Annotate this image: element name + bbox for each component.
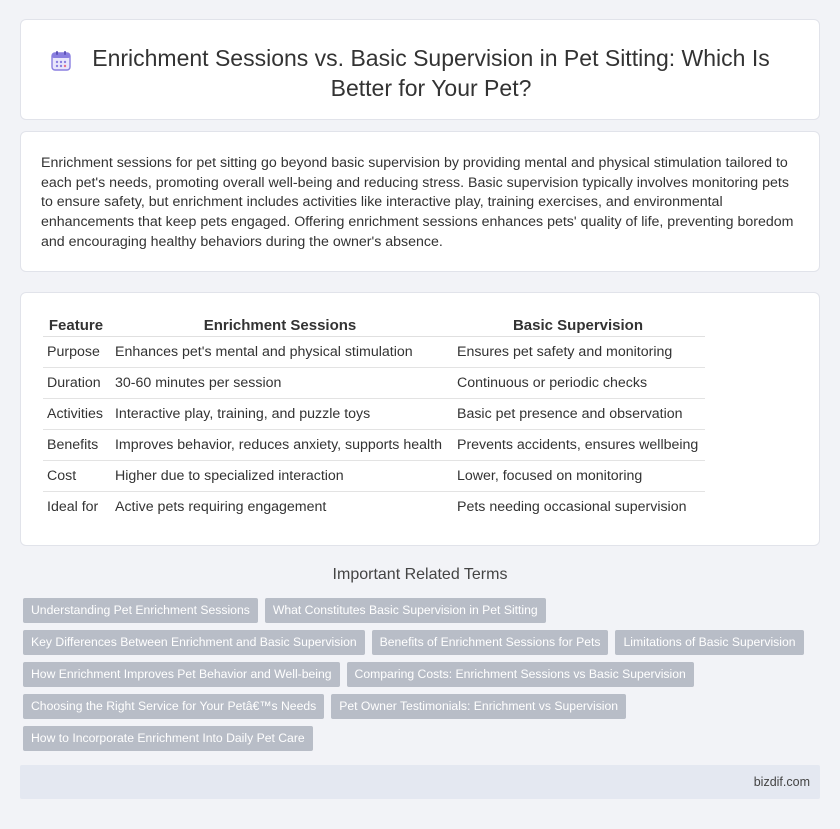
tag-row — [23, 662, 803, 687]
header-feature: Feature — [43, 313, 109, 337]
supervision-cell: Prevents accidents, ensures wellbeing — [451, 430, 705, 461]
title-wrap — [21, 43, 821, 103]
supervision-cell: Basic pet presence and observation — [451, 399, 705, 430]
enrichment-cell: Improves behavior, reduces anxiety, supports health — [109, 430, 451, 461]
supervision-cell: Continuous or periodic checks — [451, 368, 705, 399]
comparison-card — [20, 292, 820, 546]
header-enrichment: Enrichment Sessions — [109, 313, 451, 337]
footer-bar — [20, 765, 820, 799]
related-term-tag[interactable]: How Enrichment Improves Pet Behavior and Well-being — [23, 662, 340, 687]
feature-cell: Benefits — [43, 430, 109, 461]
related-terms-list — [23, 598, 803, 758]
table-row — [43, 430, 705, 461]
related-term-tag[interactable]: Understanding Pet Enrichment Sessions — [23, 598, 258, 623]
intro-paragraph: Enrichment sessions for pet sitting go beyond basic supervision by providing mental and physical stimulation tailored to each pet's needs, promoting overall well-being and reducing stress. Basic supervision typically involves monitoring pets to ensure safety, but enrichment includes activities like interactive play, training exercises, and environmental enhancements that keep pets engaged. Offering enrichment sessions enhances pets' quality of life, preventing boredom and encouraging healthy behaviors during the owner's absence. — [41, 155, 794, 250]
comparison-table — [43, 313, 705, 523]
related-term-tag[interactable]: Benefits of Enrichment Sessions for Pets — [372, 630, 609, 655]
enrichment-cell: Higher due to specialized interaction — [109, 461, 451, 492]
calendar-icon — [49, 49, 73, 73]
enrichment-cell: Interactive play, training, and puzzle toys — [109, 399, 451, 430]
table-row — [43, 337, 705, 368]
feature-cell: Purpose — [43, 337, 109, 368]
enrichment-cell: Enhances pet's mental and physical stimulation — [109, 337, 451, 368]
feature-cell: Ideal for — [47, 499, 99, 516]
feature-cell: Cost — [43, 461, 109, 492]
intro-card — [20, 131, 820, 272]
table-row — [43, 461, 705, 492]
related-term-tag[interactable]: Pet Owner Testimonials: Enrichment vs Supervision — [331, 694, 626, 719]
page-title: Enrichment Sessions vs. Basic Supervision in Pet Sitting: Which Is Better for Your Pet? — [92, 45, 770, 101]
header-card — [20, 19, 820, 120]
tag-row — [23, 630, 803, 655]
related-term-tag[interactable]: What Constitutes Basic Supervision in Pet Sitting — [265, 598, 546, 623]
related-term-tag[interactable]: Key Differences Between Enrichment and Basic Supervision — [23, 630, 365, 655]
footer-site-link[interactable]: bizdif.com — [753, 775, 810, 789]
feature-cell: Duration — [43, 368, 109, 399]
related-term-tag[interactable]: Limitations of Basic Supervision — [615, 630, 803, 655]
tag-row — [23, 726, 803, 751]
enrichment-cell: 30-60 minutes per session — [109, 368, 451, 399]
table-row — [43, 368, 705, 399]
related-term-tag[interactable]: Choosing the Right Service for Your Petâ€™s Needs — [23, 694, 324, 719]
table-row — [43, 492, 705, 523]
supervision-cell: Ensures pet safety and monitoring — [451, 337, 705, 368]
related-term-tag[interactable]: How to Incorporate Enrichment Into Daily Pet Care — [23, 726, 313, 751]
table-row — [43, 399, 705, 430]
tag-row — [23, 694, 803, 719]
tag-row — [23, 598, 803, 623]
enrichment-cell: Active pets requiring engagement — [114, 499, 327, 516]
feature-cell: Activities — [43, 399, 109, 430]
supervision-cell: Pets needing occasional supervision — [456, 499, 687, 516]
related-terms-heading: Important Related Terms — [332, 566, 508, 583]
header-supervision: Basic Supervision — [451, 313, 705, 337]
supervision-cell: Lower, focused on monitoring — [451, 461, 705, 492]
table-header-row — [43, 313, 705, 337]
related-term-tag[interactable]: Comparing Costs: Enrichment Sessions vs Basic Supervision — [347, 662, 694, 687]
